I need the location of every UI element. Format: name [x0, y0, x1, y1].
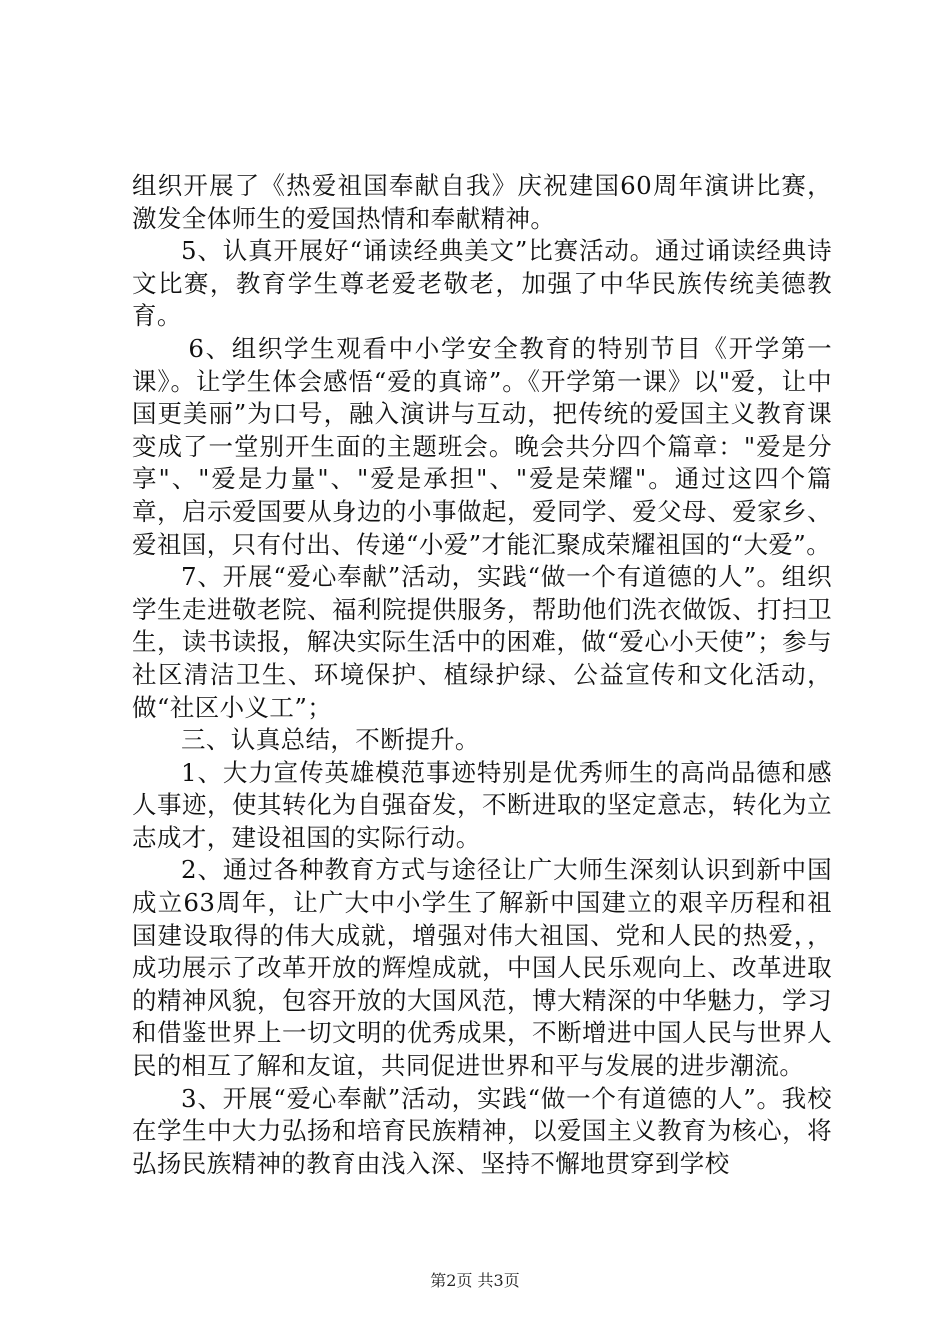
paragraph-summary-1: 1、大力宣传英雄模范事迹特别是优秀师生的高尚品德和感人事迹，使其转化为自强奋发，不断进取的坚定意志，转化为立志成才，建设祖国的实际行动。 [132, 757, 832, 852]
section-heading-3: 三、认真总结，不断提升。 [181, 725, 480, 755]
paragraph-summary-3: 3、开展“爱心奉献”活动，实践“做一个有道德的人”。我校在学生中大力弘扬和培育民族精神，以爱国主义教育为核心，将弘扬民族精神的教育由浅入深、坚持不懈地贯穿到学校 [132, 1083, 832, 1178]
paragraph-summary-2: 2、通过各种教育方式与途径让广大师生深刻认识到新中国成立63周年，让广大中小学生了解新中国建立的艰辛历程和祖国建设取得的伟大成就，增强对伟大祖国、党和人民的热爱，，成功展示了改革开放的辉煌成就，中国人民乐观向上、改革进取的精神风貌，包容开放的大国风范，博大精深的中华魅力，学习和借鉴世界上一切文明的优秀成果，不断增进中国人民与世界人民的相互了解和友谊，共同促进世界和平与发展的进步潮流。 [132, 855, 832, 1081]
paragraph-item-7: 7、开展“爱心奉献”活动，实践“做一个有道德的人”。组织学生走进敬老院、福利院提供服务，帮助他们洗衣做饭、打扫卫生，读书读报，解决实际生活中的困难，做“爱心小天使”；参与社区清洁卫生、环境保护、植绿护绿、公益宣传和文化活动，做“社区小义工”； [132, 562, 832, 722]
paragraph-item-6: 6、组织学生观看中小学安全教育的特别节目《开学第一课》。让学生体会感悟“爱的真谛”。《开学第一课》以"爱，让中国更美丽”为口号，融入演讲与互动，把传统的爱国主义教育课变成了一堂别开生面的主题班会。晚会共分四个篇章："爱是分享"、"爱是力量"、"爱是承担"、"爱是荣耀"。通过这四个篇章，启示爱国要从身边的小事做起，爱同学、爱父母、爱家乡、爱祖国，只有付出、传递“小爱”才能汇聚成荣耀祖国的“大爱”。 [132, 333, 832, 559]
paragraph-continuation: 组织开展了《热爱祖国奉献自我》庆祝建国60周年演讲比赛，激发全体师生的爱国热情和奉献精神。 [132, 171, 832, 233]
paragraph-item-5: 5、认真开展好“诵读经典美文”比赛活动。通过诵读经典诗文比赛，教育学生尊老爱老敬老，加强了中华民族传统美德教育。 [132, 236, 832, 331]
document-body [132, 170, 832, 1180]
page-number-footer: 第2页 共3页 [430, 1271, 520, 1290]
